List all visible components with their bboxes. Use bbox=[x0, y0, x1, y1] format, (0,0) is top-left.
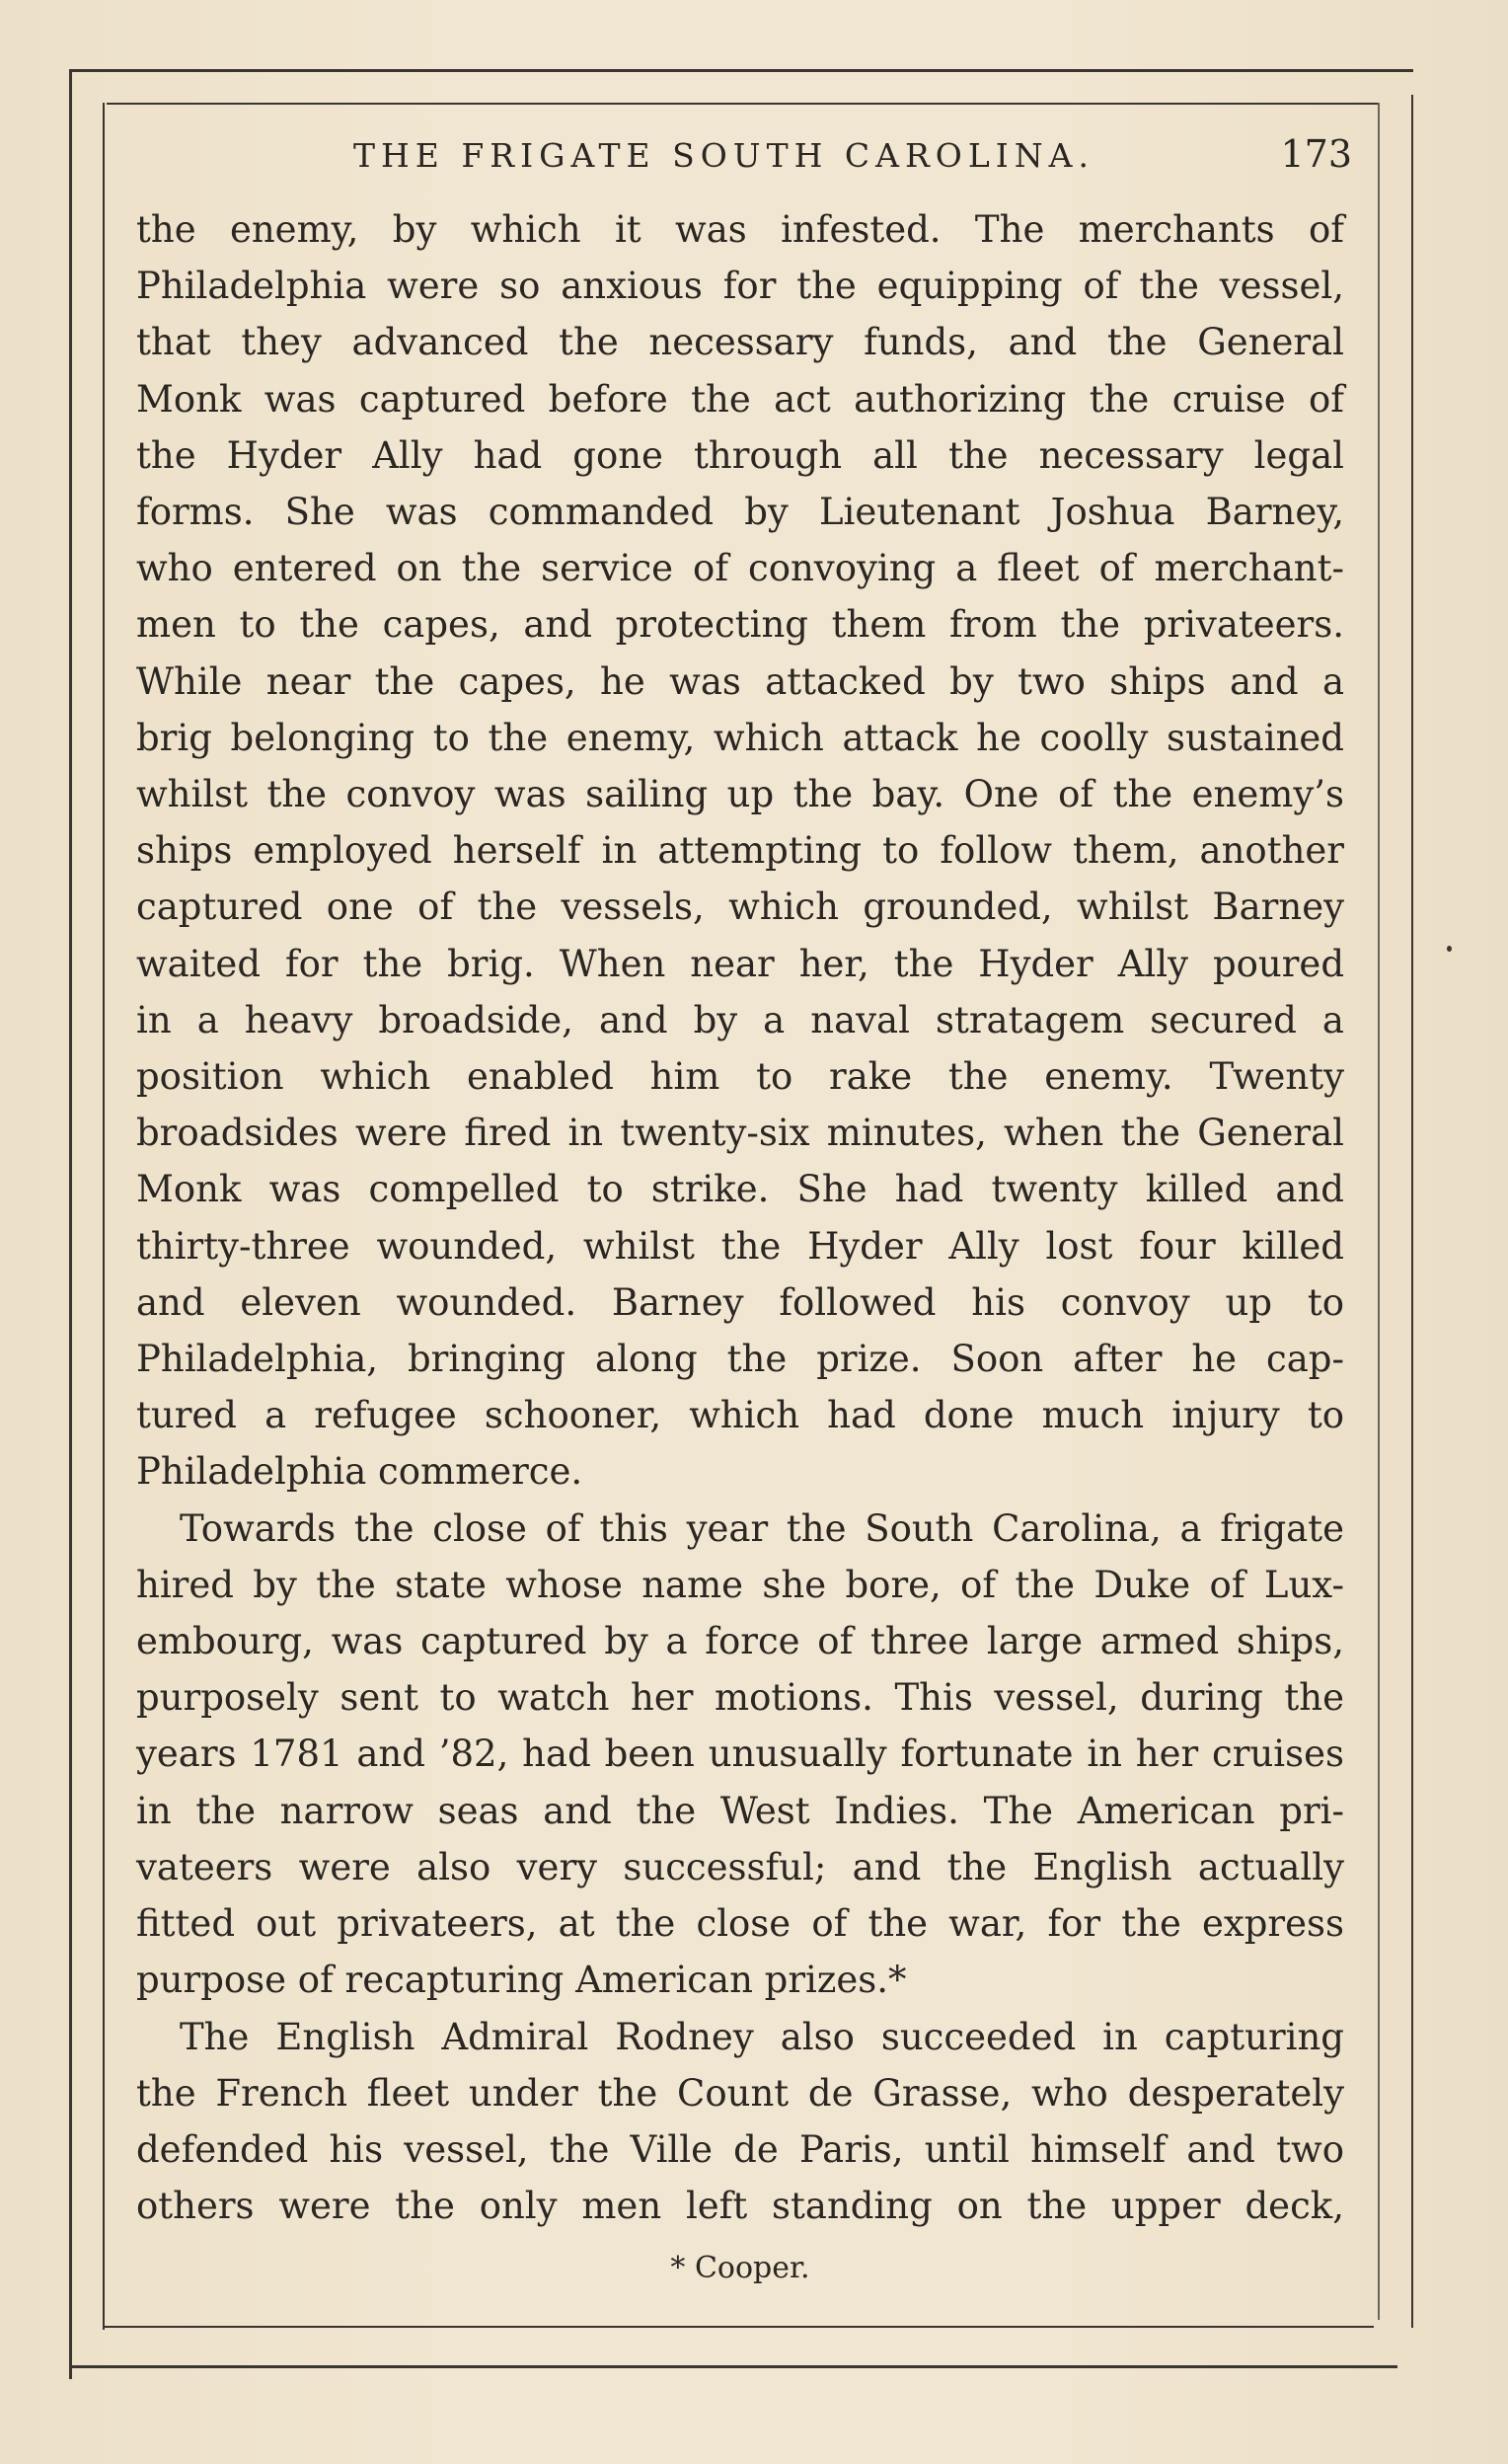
text-line: men to the capes, and protecting them from the privateers. bbox=[136, 603, 1344, 647]
text-line: the enemy, by which it was infested. The merchants of bbox=[136, 208, 1344, 251]
text-line: waited for the brig. When near her, the Hyder Ally poured bbox=[136, 942, 1344, 985]
text-line: ships employed herself in attempting to follow them, another bbox=[136, 829, 1344, 873]
text-line: captured one of the vessels, which grounded, whilst Barney bbox=[136, 886, 1344, 929]
text-line: the French fleet under the Count de Grasse, who desperately bbox=[136, 2071, 1344, 2115]
text-line: purposely sent to watch her motions. This vessel, during the bbox=[136, 1676, 1344, 1720]
text-line: purpose of recapturing American prizes.* bbox=[136, 1959, 907, 2002]
page-number: 173 bbox=[1280, 132, 1352, 176]
text-line: vateers were also very successful; and the English actually bbox=[136, 1845, 1344, 1888]
text-line: in a heavy broadside, and by a naval stratagem secured a bbox=[136, 998, 1344, 1041]
text-line: The English Admiral Rodney also succeeded in capturing bbox=[180, 2015, 1344, 2058]
text-line: While near the capes, he was attacked by two ships and a bbox=[136, 659, 1344, 703]
text-line: others were the only men left standing on the upper deck, bbox=[136, 2185, 1344, 2228]
border-rule-bottom-outer bbox=[69, 2365, 1397, 2368]
text-line: Philadelphia were so anxious for the equipping of the vessel, bbox=[136, 265, 1344, 308]
footnote: * Cooper. bbox=[670, 2251, 810, 2285]
border-rule-right-outer bbox=[1411, 95, 1413, 2328]
border-rule-top-inner bbox=[107, 103, 1378, 105]
text-line: brig belonging to the enemy, which attack he coolly sustained bbox=[136, 716, 1344, 759]
text-line: Monk was captured before the act authorizing the cruise of bbox=[136, 377, 1344, 421]
text-line: Philadelphia, bringing along the prize. Soon after he cap- bbox=[136, 1338, 1344, 1381]
text-line: thirty-three wounded, whilst the Hyder Ally lost four killed bbox=[136, 1224, 1344, 1268]
text-line: defended his vessel, the Ville de Paris, until himself and two bbox=[136, 2127, 1344, 2171]
text-line: whilst the convoy was sailing up the bay. One of the enemy’s bbox=[136, 773, 1344, 816]
body-text bbox=[136, 201, 1344, 2234]
text-line: years 1781 and ’82, had been unusually fortunate in her cruises bbox=[136, 1732, 1344, 1776]
border-rule-right-inner bbox=[1378, 103, 1380, 2320]
text-line: position which enabled him to rake the enemy. Twenty bbox=[136, 1055, 1344, 1099]
page-header bbox=[136, 128, 1352, 184]
border-rule-left-outer bbox=[69, 69, 72, 2379]
border-rule-bottom-inner bbox=[103, 2326, 1374, 2328]
paragraph-1 bbox=[136, 201, 1344, 1501]
text-line: forms. She was commanded by Lieutenant Joshua Barney, bbox=[136, 491, 1344, 534]
ink-fleck bbox=[1447, 946, 1452, 952]
text-line: Towards the close of this year the South Carolina, a frigate bbox=[180, 1506, 1344, 1550]
text-line: who entered on the service of convoying a fleet of merchant- bbox=[136, 547, 1344, 590]
text-line: in the narrow seas and the West Indies. The American pri- bbox=[136, 1789, 1344, 1832]
text-line: Monk was compelled to strike. She had twenty killed and bbox=[136, 1168, 1344, 1211]
text-line: broadsides were fired in twenty-six minutes, when the General bbox=[136, 1112, 1344, 1155]
text-line: embourg, was captured by a force of three large armed ships, bbox=[136, 1620, 1344, 1663]
text-line: and eleven wounded. Barney followed his convoy up to bbox=[136, 1280, 1344, 1324]
text-line: hired by the state whose name she bore, of the Duke of Lux- bbox=[136, 1563, 1344, 1606]
text-line: tured a refugee schooner, which had done much injury to bbox=[136, 1394, 1344, 1437]
border-rule-left-inner bbox=[103, 103, 105, 2330]
running-title: THE FRIGATE SOUTH CAROLINA. bbox=[353, 136, 1095, 175]
text-line: that they advanced the necessary funds, and the General bbox=[136, 321, 1344, 364]
text-line: Philadelphia commerce. bbox=[136, 1450, 583, 1494]
text-line: fitted out privateers, at the close of the war, for the express bbox=[136, 1902, 1344, 1946]
border-rule-top-outer bbox=[69, 69, 1413, 72]
paragraph-2 bbox=[136, 1501, 1344, 2009]
paragraph-3 bbox=[136, 2009, 1344, 2235]
text-line: the Hyder Ally had gone through all the necessary legal bbox=[136, 433, 1344, 477]
